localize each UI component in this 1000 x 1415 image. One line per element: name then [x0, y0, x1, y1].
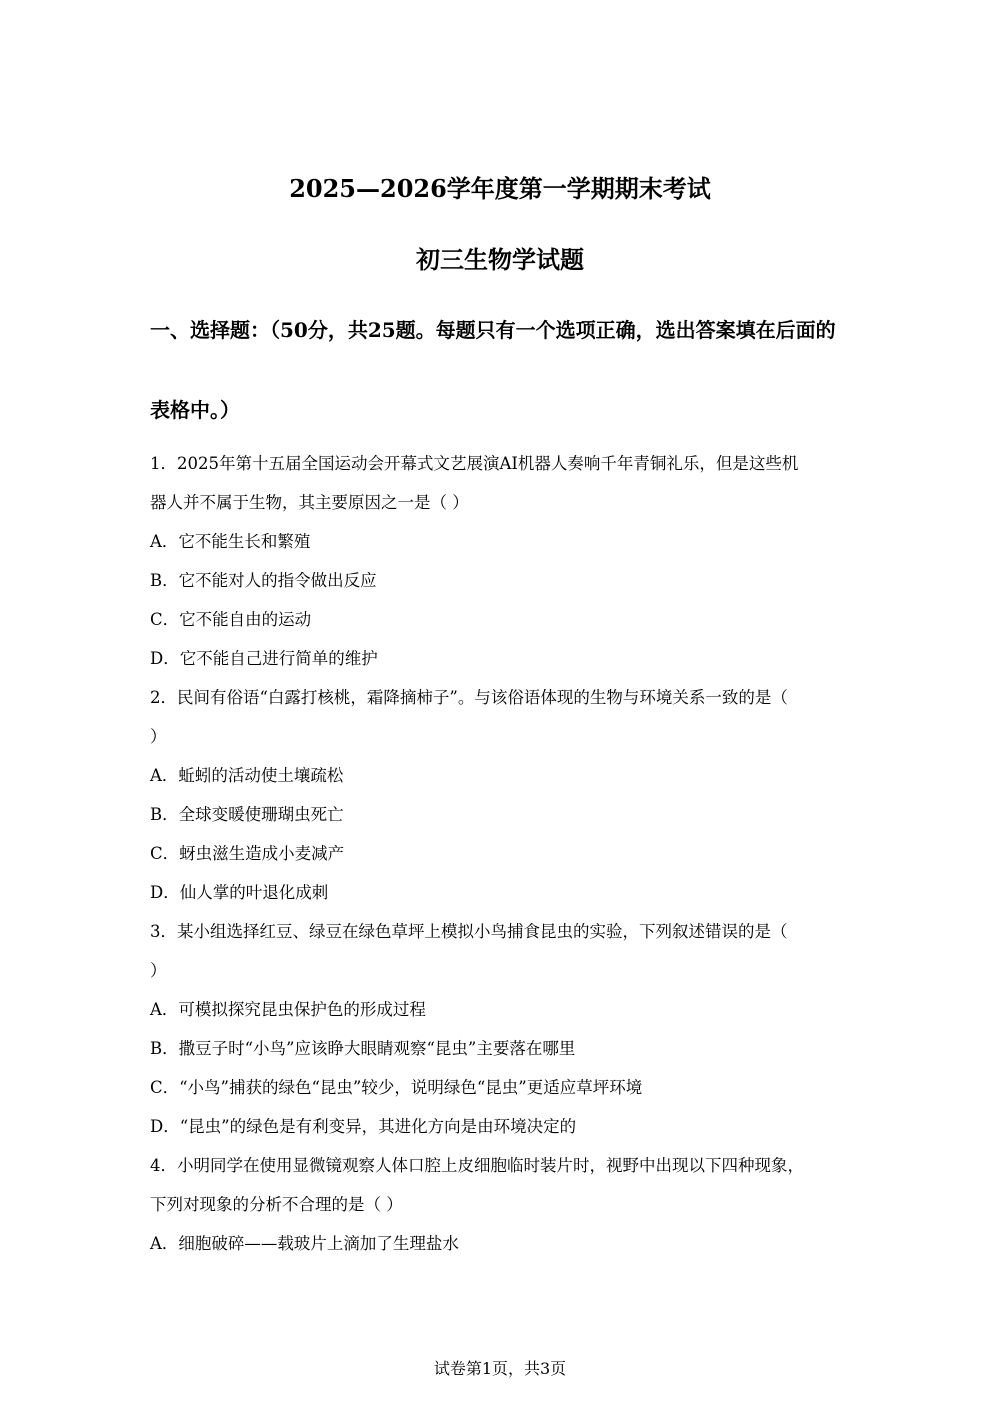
question-2-option-a: A．蚯蚓的活动使土壤疏松 [150, 766, 344, 785]
question-1-option-a: A．它不能生长和繁殖 [150, 532, 311, 551]
question-2-option-d: D．仙人掌的叶退化成刺 [150, 883, 329, 902]
exam-title: 2025—2026学年度第一学期期末考试 [289, 174, 711, 203]
question-2-stem-continued: ） [150, 727, 167, 746]
question-3-option-a: A．可模拟探究昆虫保护色的形成过程 [150, 1000, 426, 1019]
section-heading-continued: 表格中。） [150, 398, 240, 422]
question-4-option-a: A．细胞破碎——载玻片上滴加了生理盐水 [150, 1234, 459, 1253]
exam-subtitle: 初三生物学试题 [416, 245, 584, 274]
question-1-stem: 1．2025年第十五届全国运动会开幕式文艺展演AI机器人奏响千年青铜礼乐，但是这些机 [150, 454, 799, 473]
section-heading: 一、选择题：（50分，共25题。每题只有一个选项正确，选出答案填在后面的 [150, 318, 836, 342]
question-1-option-b: B．它不能对人的指令做出反应 [150, 571, 377, 590]
question-2-option-b: B．全球变暖使珊瑚虫死亡 [150, 805, 344, 824]
question-1-option-c: C．它不能自由的运动 [150, 610, 312, 629]
question-3-option-c: C．“小鸟”捕获的绿色“昆虫”较少，说明绿色“昆虫”更适应草坪环境 [150, 1078, 643, 1097]
question-4-stem-continued: 下列对现象的分析不合理的是（ ） [150, 1195, 403, 1214]
page-footer: 试卷第1页，共3页 [433, 1359, 567, 1378]
question-4-stem: 4．小明同学在使用显微镜观察人体口腔上皮细胞临时装片时，视野中出现以下四种现象， [150, 1156, 804, 1175]
question-2-option-c: C．蚜虫滋生造成小麦减产 [150, 844, 345, 863]
question-2-stem: 2．民间有俗语“白露打核桃，霜降摘柿子”。与该俗语体现的生物与环境关系一致的是（ [150, 688, 788, 707]
question-1-option-d: D．它不能自己进行简单的维护 [150, 649, 378, 668]
question-3-stem: 3．某小组选择红豆、绿豆在绿色草坪上模拟小鸟捕食昆虫的实验，下列叙述错误的是（ [150, 922, 788, 941]
question-1-stem-continued: 器人并不属于生物，其主要原因之一是（ ） [150, 493, 469, 512]
question-3-stem-continued: ） [150, 961, 167, 980]
question-3-option-d: D．“昆虫”的绿色是有利变异，其进化方向是由环境决定的 [150, 1117, 577, 1136]
question-3-option-b: B．撒豆子时“小鸟”应该睁大眼睛观察“昆虫”主要落在哪里 [150, 1039, 576, 1058]
